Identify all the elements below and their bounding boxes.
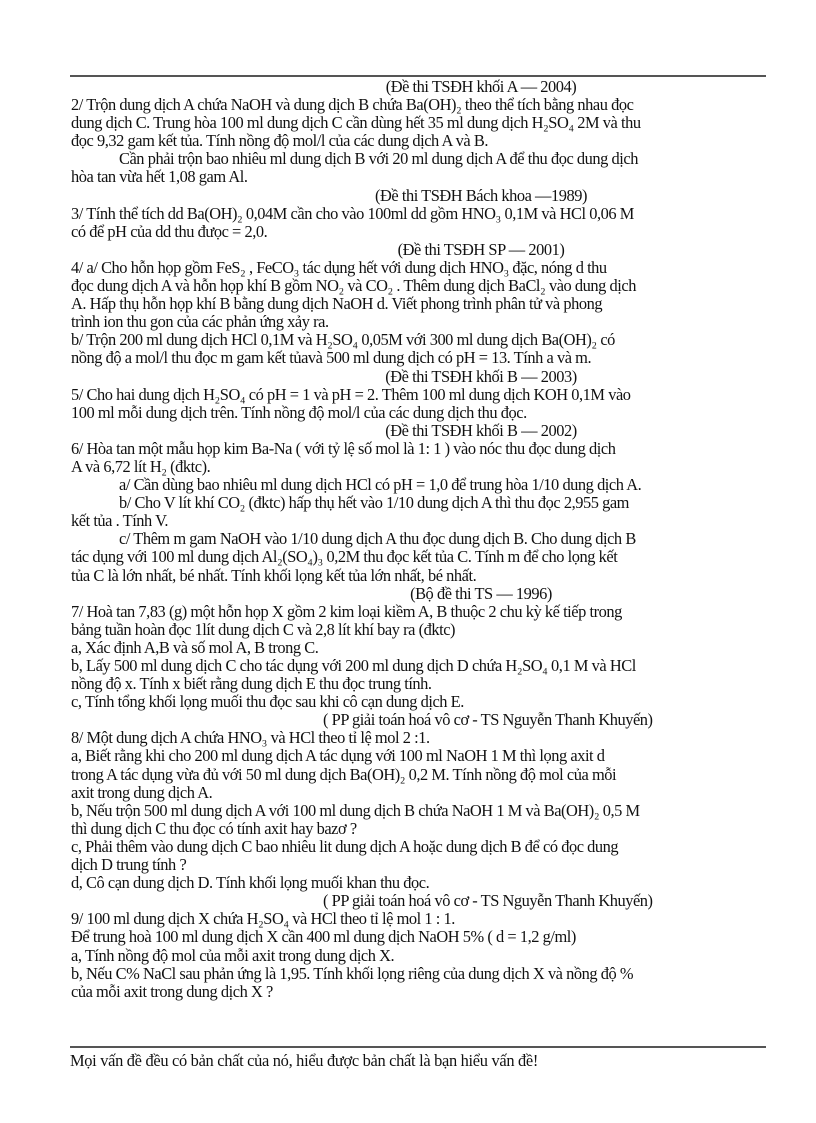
text-line: kết tủa . Tính V. [71,511,169,531]
text-line: axit trong dung dịch A. [71,782,213,802]
text-line: Cần phải trộn bao nhiêu ml dung dịch B với 20 ml dung dịch A để thu đọc dung dịch [119,149,638,169]
text-line: 6/ Hòa tan một mẫu họp kim Ba-Na ( với tỷ lệ số mol là 1: 1 ) vào nóc thu đọc dung dịch [71,438,616,458]
text-line: 100 ml mỗi dung dịch trên. Tính nồng độ mol/l của các dung dịch thu đọc. [71,402,527,422]
text-line: hòa tan vừa hết 1,08 gam Al. [71,167,248,187]
text-line: 5/ Cho hai dung dịch H₂SO₄ có pH = 1 và pH = 2. Thêm 100 ml dung dịch KOH 0,1M vào [71,384,631,404]
text-line: có để pH của dd thu đưọc = 2,0. [71,221,268,241]
text-line: b/ Cho V lít khí CO₂ (đktc) hấp thụ hết vào 1/10 dung dịch A thì thu đọc 2,955 gam [119,493,629,513]
text-line: nồng độ a mol/l thu đọc m gam kết tủavà 500 ml dung dịch có pH = 13. Tính a và m. [71,348,592,368]
text-line: a/ Cần dùng bao nhiêu ml dung dịch HCl có pH = 1,0 để trung hòa 1/10 dung dịch A. [119,475,642,495]
text-line: c, Phải thêm vào dung dịch C bao nhiêu lit dung dịch A hoặc dung dịch B để có đọc dung [71,836,619,856]
source-citation: (Đề thi TSĐH Bách khoa —1989) [375,185,587,205]
text-line: 8/ Một dung dịch A chứa HNO₃ và HCl theo tỉ lệ mol 2 :1. [71,728,430,748]
text-line: b, Nếu C% NaCl sau phản ứng là 1,95. Tính khối lọng riêng của dung dịch X và nồng độ % [71,963,634,983]
text-line: a, Xác định A,B và số mol A, B trong C. [71,637,319,657]
text-line: b, Lấy 500 ml dung dịch C cho tác dụng với 200 ml dung dịch D chứa H₂SO₄ 0,1 M và HCl [71,656,636,675]
source-citation: (Đề thi TSĐH khối A — 2004) [385,77,577,96]
text-line: a, Tính nồng độ mol của mỗi axit trong dung dịch X. [71,945,395,965]
text-line: thì dung dịch C thu đọc có tính axit hay bazơ ? [71,818,357,838]
document-body [71,78,771,1001]
text-line: đọc dung dịch A và hỗn họp khí B gồm NO₂ và CO₂ . Thêm dung dịch BaCl₂ vào dung dịch [71,276,636,296]
source-citation: (Đề thi TSĐH khối B — 2003) [385,366,577,386]
text-line: b, Nếu trộn 500 ml dung dịch A với 100 ml dung dịch B chứa NaOH 1 M và Ba(OH)₂ 0,5 M [71,800,640,820]
text-line: nồng độ x. Tính x biết rằng dung dịch E thu đọc trung tính. [71,674,432,694]
text-line: dung dịch C. Trung hòa 100 ml dung dịch C cần dùng hết 35 ml dung dịch H₂SO₄ 2M và thu [71,113,641,133]
source-citation: (Đề thi TSĐH SP — 2001) [397,239,565,259]
text-line: trong A tác dụng vừa đủ với 50 ml dung dịch Ba(OH)₂ 0,2 M. Tính nồng độ mol của mỗi [71,764,617,784]
text-line: A và 6,72 lít H₂ (đktc). [71,456,211,476]
text-line: trình ion thu gon của các phản ứng xảy ra. [71,312,329,332]
source-citation: (Đề thi TSĐH khối B — 2002) [385,420,577,440]
text-line: 2/ Trộn dung dịch A chứa NaOH và dung dịch B chứa Ba(OH)₂ theo thể tích bằng nhau đọc [71,95,634,115]
text-line: tủa C là lớn nhất, bé nhất. Tính khối lọng kết tủa lớn nhất, bé nhất. [71,565,477,585]
text-line: 4/ a/ Cho hỗn họp gồm FeS₂ , FeCO₃ tác dụng hết với dung dịch HNO₃ đặc, nóng d thu [71,257,607,277]
text-line: đọc 9,32 gam kết tủa. Tính nồng độ mol/l của các dung dịch A và B. [71,131,489,151]
text-line: dịch D trung tính ? [71,855,187,875]
text-line: của mỗi axit trong dung dịch X ? [71,981,273,1001]
text-line: c/ Thêm m gam NaOH vào 1/10 dung dịch A thu đọc dung dịch B. Cho dung dịch B [119,529,636,549]
text-line: 9/ 100 ml dung dịch X chứa H₂SO₄ và HCl theo tỉ lệ mol 1 : 1. [71,909,455,929]
text-line: c, Tính tổng khối lọng muối thu đọc sau khi cô cạn dung dịch E. [71,692,464,712]
text-line: 3/ Tính thể tích dd Ba(OH)₂ 0,04M cần cho vào 100ml dd gồm HNO₃ 0,1M và HCl 0,06 M [71,203,634,223]
text-line: b/ Trộn 200 ml dung dịch HCl 0,1M và H₂SO₄ 0,05M với 300 ml dung dịch Ba(OH)₂ có [71,330,615,350]
source-citation: ( PP giải toán hoá vô cơ - TS Nguyễn Thanh Khuyến) [323,891,653,911]
text-line: d, Cô cạn dung dịch D. Tính khối lọng muối khan thu đọc. [71,873,430,893]
text-line: Để trung hoà 100 ml dung dịch X cần 400 ml dung dịch NaOH 5% ( d = 1,2 g/ml) [71,927,576,947]
footer-rule [70,1046,766,1048]
source-citation: ( PP giải toán hoá vô cơ - TS Nguyễn Thanh Khuyến) [323,710,653,730]
source-citation: (Bộ đề thi TS — 1996) [410,583,552,603]
text-line: bảng tuần hoàn đọc 1lít dung dịch C và 2,8 lít khí bay ra (đktc) [71,619,456,639]
text-line: tác dụng với 100 ml dung dịch Al₂(SO₄)₃ 0,2M thu đọc kết tủa C. Tính m để cho lọng kết [71,547,618,567]
text-line: A. Hấp thụ hỗn họp khí B bằng dung dịch NaOH d. Viết phong trình phân tử và phong [71,294,603,314]
footer-quote: Mọi vấn đề đều có bản chất của nó, hiểu được bản chất là bạn hiểu vấn đề! [70,1051,539,1070]
text-line: a, Biết rằng khi cho 200 ml dung dịch A tác dụng với 100 ml NaOH 1 M thì lọng axit d [71,746,605,766]
text-line: 7/ Hoà tan 7,83 (g) một hỗn họp X gồm 2 kim loại kiềm A, B thuộc 2 chu kỳ kế tiếp trong [71,601,622,621]
